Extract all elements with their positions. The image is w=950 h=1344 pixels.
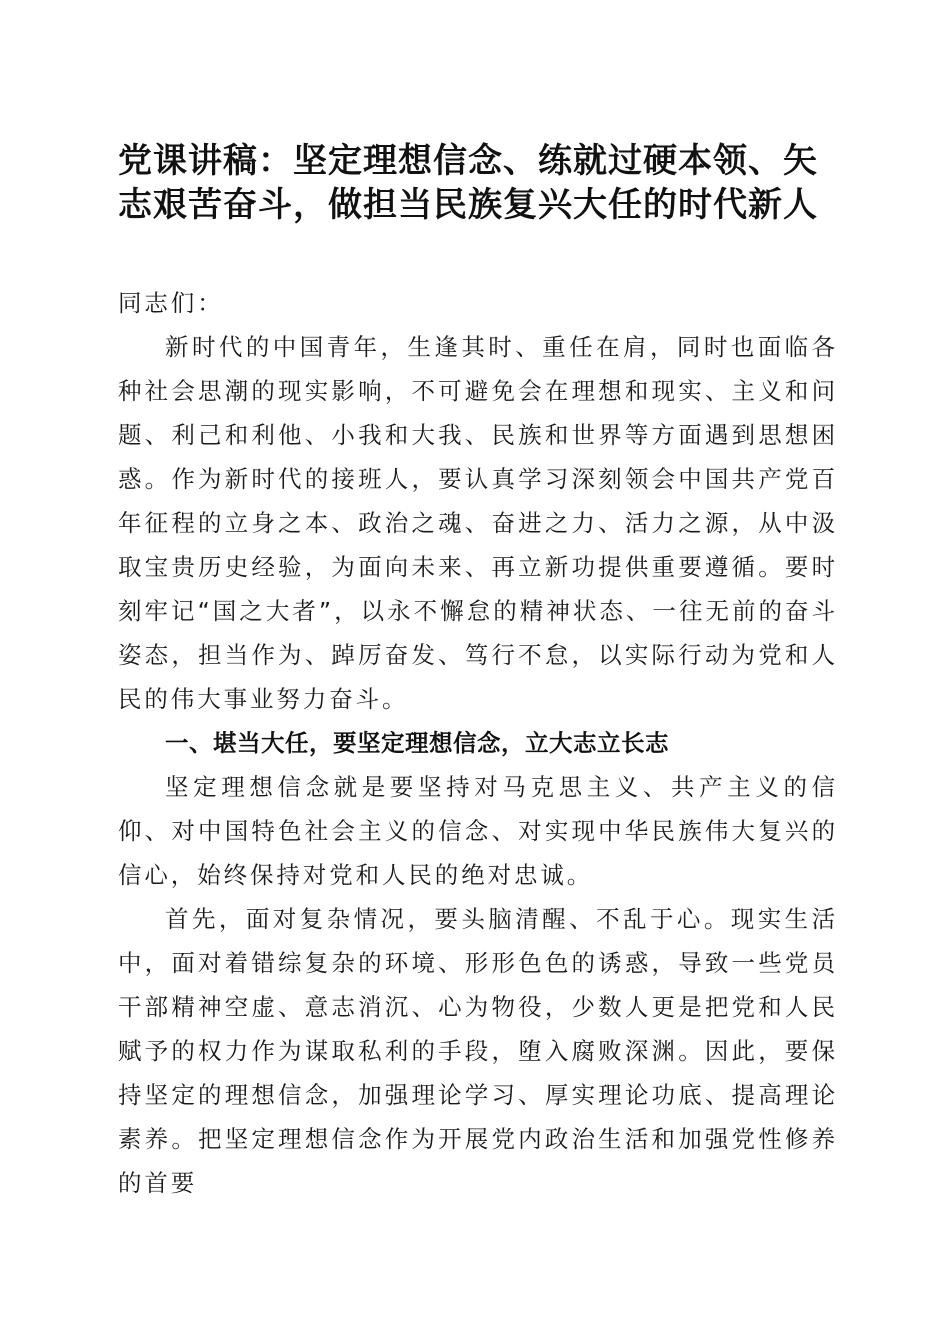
document-body [118, 281, 838, 1205]
salutation: 同志们： [118, 289, 224, 317]
section-paragraph: 坚定理想信念就是要坚持对马克思主义、共产主义的信仰、对中国特色社会主义的信念、对实现中华民族伟大复兴的信心，始终保持对党和人民的绝对忠诚。 [118, 773, 838, 889]
intro-paragraph: 新时代的中国青年，生逢其时、重任在肩，同时也面临各种社会思潮的现实影响，不可避免会在理想和现实、主义和问题、利己和利他、小我和大我、民族和世界等方面遇到思想困惑。作为新时代的接班人，要认真学习深刻领会中国共产党百年征程的立身之本、政治之魂、奋进之力、活力之源，从中汲取宝贵历史经验，为面向未来、再立新功提供重要遵循。要时刻牢记“国之大者”，以永不懈怠的精神状态、一往无前的奋斗姿态，担当作为、踔厉奋发、笃行不怠，以实际行动为党和人民的伟大事业努力奋斗。 [118, 333, 838, 713]
section-paragraph: 首先，面对复杂情况，要头脑清醒、不乱于心。现实生活中，面对着错综复杂的环境、形形色色的诱惑，导致一些党员干部精神空虚、意志消沉、心为物役，少数人更是把党和人民赋予的权力作为谋取私利的手段，堕入腐败深渊。因此，要保持坚定的理想信念，加强理论学习、厚实理论功底、提高理论素养。把坚定理想信念作为开展党内政治生活和加强党性修养的首要 [118, 905, 838, 1197]
document-title: 党课讲稿：坚定理想信念、练就过硬本领、矢志艰苦奋斗，做担当民族复兴大任的时代新人 [118, 141, 818, 225]
section-heading: 一、堪当大任，要坚定理想信念，立大志立长志 [165, 729, 669, 757]
